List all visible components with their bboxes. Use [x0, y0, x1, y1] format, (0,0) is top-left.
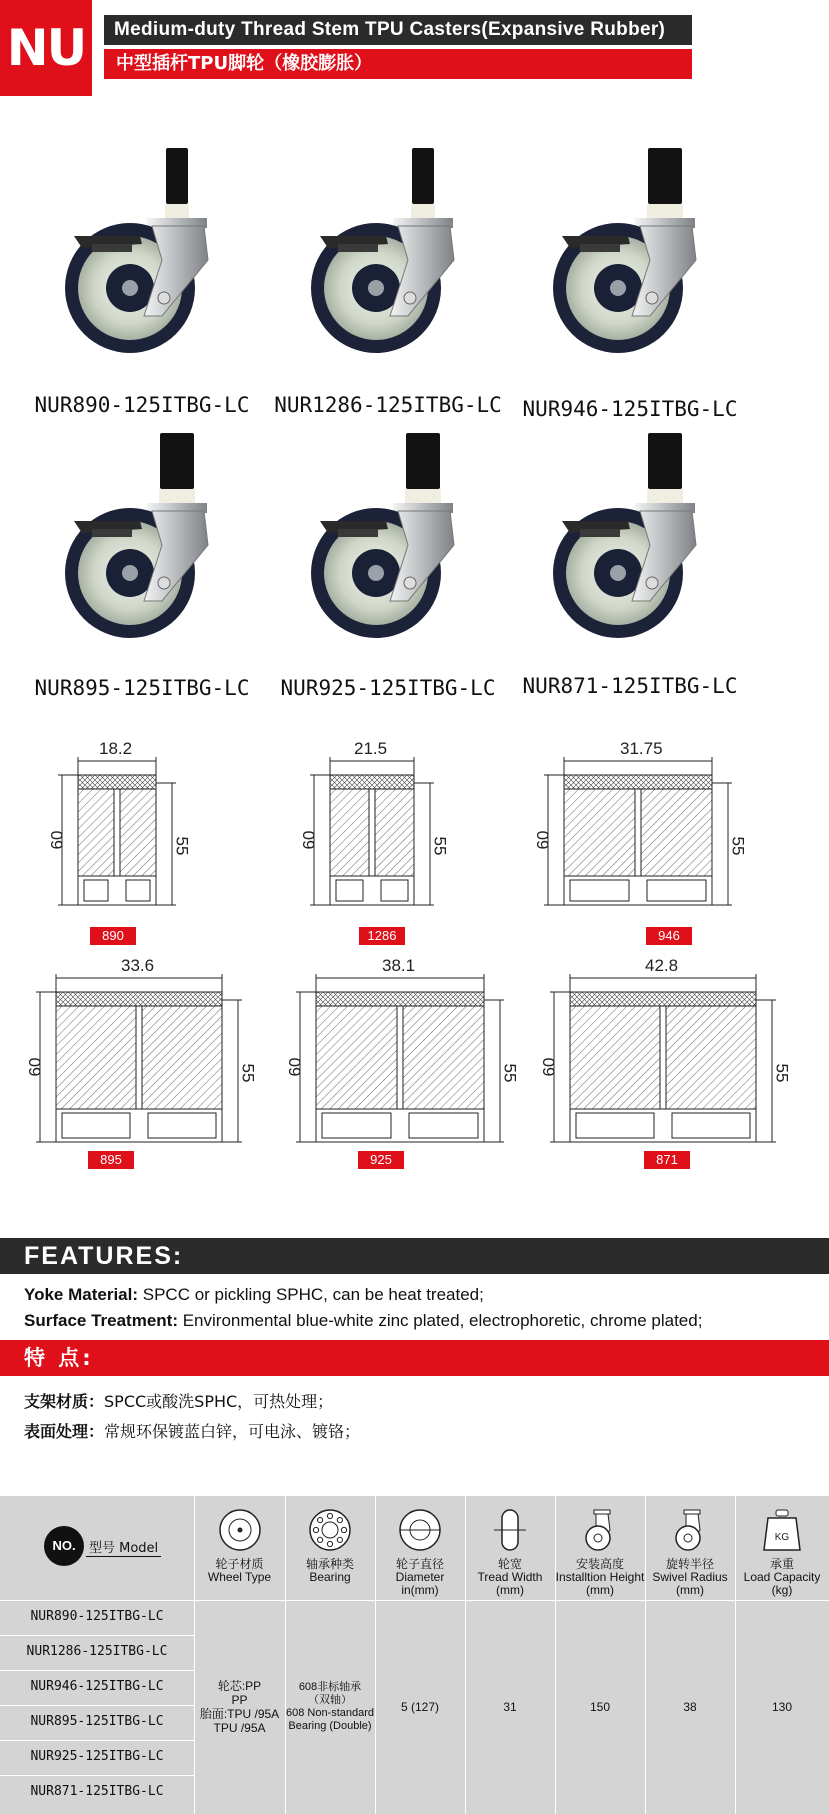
caster-illustration [258, 140, 518, 390]
table-value-cell [465, 1700, 555, 1714]
table-row-model: NUR925-125ITBG-LC [30, 1749, 164, 1764]
stem-collar [159, 489, 195, 503]
stem-sleeve [648, 148, 682, 204]
total-height-label: 60 [539, 1057, 559, 1077]
stem-collar [405, 489, 441, 503]
table-row-model: NUR890-125ITBG-LC [30, 1609, 164, 1624]
table-row-model: NUR895-125ITBG-LC [30, 1714, 164, 1729]
table-column-divider [645, 1496, 646, 1814]
product-model-label: NUR1286-125ITBG-LC [274, 393, 502, 417]
table-row-model: NUR871-125ITBG-LC [30, 1784, 164, 1799]
bearing-icon [308, 1508, 352, 1556]
product-card [500, 425, 760, 715]
stem-collar [647, 489, 683, 503]
yoke-bolt [404, 292, 416, 304]
yoke-bolt [404, 577, 416, 589]
wheel-type-icon [218, 1508, 262, 1556]
stem-sleeve [412, 148, 434, 204]
inner-height-label: 55 [728, 836, 748, 856]
product-model-label: NUR890-125ITBG-LC [34, 393, 250, 417]
table-value-line: 轮芯:PP [217, 1679, 262, 1693]
table-value-line: 130 [771, 1700, 793, 1714]
total-height-label: 60 [299, 830, 319, 850]
table-column-divider [555, 1496, 556, 1814]
axle-bolt [122, 565, 138, 581]
yoke-bolt [646, 292, 658, 304]
dimension-drawing [25, 956, 258, 1167]
stem-sleeve [160, 433, 194, 489]
stem-collar [411, 204, 435, 218]
header-cn: 轮子直径 [395, 1557, 444, 1571]
yoke-material-label: Yoke Material: [24, 1285, 139, 1304]
inner-height-label: 55 [500, 1063, 520, 1083]
inner-height-label: 55 [430, 836, 450, 856]
cn-yoke-text: SPCC或酸洗SPHC，可热处理； [104, 1392, 334, 1411]
dimension-drawing [539, 956, 792, 1167]
stem-collar [165, 204, 189, 218]
table-value-line: （双轴） [308, 1694, 352, 1706]
svg-text:KG: KG [774, 1532, 790, 1543]
surface-treatment-label: Surface Treatment: [24, 1311, 178, 1330]
cn-surface-label: 表面处理： [24, 1422, 105, 1441]
table-value-cell [194, 1679, 285, 1735]
yoke-bolt [646, 577, 658, 589]
model-code-tag: 946 [646, 927, 692, 945]
surface-treatment-line [24, 1311, 702, 1331]
header-en: Wheel Type [207, 1570, 272, 1584]
table-value-line: 608非标轴承 [298, 1681, 362, 1693]
model-code-tag: 890 [90, 927, 136, 945]
total-height-label: 60 [25, 1057, 45, 1077]
product-model-label: NUR871-125ITBG-LC [522, 674, 738, 698]
header-en: Swivel Radius [652, 1570, 728, 1584]
width-dimension-label: 38.1 [382, 956, 416, 975]
width-dimension-label: 21.5 [354, 739, 388, 758]
title-english: Medium-duty Thread Stem TPU Casters(Expansive Rubber) [104, 15, 692, 45]
model-code-tag: 895 [88, 1151, 134, 1169]
table-header-label [194, 1558, 285, 1584]
product-model-label: NUR946-125ITBG-LC [522, 397, 738, 421]
table-header-label [375, 1558, 465, 1597]
header-unit: in(mm) [401, 1583, 439, 1597]
header-en: Installtion Height [555, 1570, 645, 1584]
cn-surface-text: 常规环保镀蓝白锌，可电泳、镀铬； [104, 1422, 361, 1441]
product-model-label: NUR895-125ITBG-LC [34, 676, 250, 700]
header-cn: 承重 [769, 1557, 794, 1571]
table-value-cell [645, 1700, 735, 1714]
header-cn: 轴承种类 [305, 1557, 354, 1571]
surface-treatment-text: Environmental blue-white zinc plated, electrophoretic, chrome plated; [178, 1311, 703, 1330]
table-header-label [285, 1558, 375, 1584]
axle-bolt [610, 280, 626, 296]
total-height-label: 60 [533, 830, 553, 850]
cn-yoke-label: 支架材质： [24, 1392, 105, 1411]
table-header-label [645, 1558, 735, 1597]
table-column-divider [465, 1496, 466, 1814]
table-header-label [465, 1558, 555, 1597]
series-code-badge: NU [0, 0, 92, 96]
table-value-line: 5 (127) [400, 1700, 440, 1714]
table-value-line: 150 [589, 1700, 611, 1714]
table-value-cell [735, 1700, 829, 1714]
brake-arm [580, 244, 620, 252]
table-column-divider [375, 1496, 376, 1814]
dimension-drawing [285, 956, 520, 1167]
table-header-label [555, 1558, 645, 1597]
header-en: Load Capacity [743, 1570, 821, 1584]
header-en: Tread Width [477, 1570, 543, 1584]
table-value-line: 31 [503, 1700, 517, 1714]
axle-bolt [368, 565, 384, 581]
title-chinese: 中型插杆TPU脚轮（橡胶膨胀） [104, 49, 692, 79]
caster-illustration [258, 425, 518, 675]
header-en: Bearing [309, 1570, 351, 1584]
header-unit: (mm) [676, 1583, 704, 1597]
brake-arm [338, 244, 378, 252]
table-value-line: 胎面:TPU /95A [199, 1707, 280, 1721]
table-value-line: PP [231, 1693, 248, 1707]
caster-illustration [500, 140, 760, 390]
features-cn-bar [0, 1340, 829, 1376]
no-badge: NO. [44, 1526, 84, 1566]
stem-sleeve [648, 433, 682, 489]
cn-surface-line [24, 1419, 360, 1442]
model-code-tag: 871 [644, 1151, 690, 1169]
tread-width-icon [488, 1508, 532, 1556]
header-unit: (kg) [771, 1583, 793, 1597]
dimension-drawing [299, 739, 450, 943]
brake-arm [92, 244, 132, 252]
yoke-bolt [158, 577, 170, 589]
diameter-icon [398, 1508, 442, 1556]
features-title: FEATURES: [24, 1242, 184, 1270]
table-value-cell [375, 1700, 465, 1714]
table-row-model: NUR946-125ITBG-LC [30, 1679, 164, 1694]
stem-sleeve [406, 433, 440, 489]
brake-arm [338, 529, 378, 537]
table-value-line: Bearing (Double) [288, 1720, 372, 1732]
dimension-drawing [47, 739, 192, 943]
table-column-divider [194, 1496, 195, 1814]
caster-illustration [12, 140, 272, 390]
width-dimension-label: 33.6 [121, 956, 155, 975]
load-capacity-icon [760, 1508, 804, 1556]
swivel-radius-icon [668, 1508, 712, 1556]
brake-arm [580, 529, 620, 537]
yoke-bolt [158, 292, 170, 304]
caster-illustration [500, 425, 760, 675]
model-code-tag: 1286 [359, 927, 405, 945]
header-unit: (mm) [586, 1583, 614, 1597]
width-dimension-label: 18.2 [99, 739, 133, 758]
product-card [258, 140, 518, 430]
dimension-drawing [533, 739, 748, 943]
axle-bolt [368, 280, 384, 296]
installation-height-icon [578, 1508, 622, 1556]
stem-sleeve [166, 148, 188, 204]
model-header-label: 型号 Model [86, 1537, 161, 1557]
header-cn: 轮子材质 [215, 1557, 264, 1571]
total-height-label: 60 [285, 1057, 305, 1077]
caster-illustration [12, 425, 272, 675]
product-card [12, 425, 272, 715]
yoke-material-line [24, 1285, 484, 1305]
table-column-divider [285, 1496, 286, 1814]
axle-bolt [610, 565, 626, 581]
inner-height-label: 55 [172, 836, 192, 856]
table-value-line: TPU /95A [213, 1721, 266, 1735]
product-model-label: NUR925-125ITBG-LC [280, 676, 496, 700]
product-card [258, 425, 518, 715]
width-dimension-label: 31.75 [620, 739, 663, 758]
table-header-label [735, 1558, 829, 1597]
header-unit: (mm) [496, 1583, 524, 1597]
header-cn: 轮宽 [497, 1557, 522, 1571]
spec-table [0, 1496, 829, 1814]
header-cn: 旋转半径 [665, 1557, 714, 1571]
brake-arm [92, 529, 132, 537]
model-code-tag: 925 [358, 1151, 404, 1169]
table-value-cell [555, 1700, 645, 1714]
product-card [12, 140, 272, 430]
product-card [500, 140, 760, 430]
header-en: Diameter [395, 1570, 445, 1584]
total-height-label: 60 [47, 830, 67, 850]
features-cn-title: 特 点: [24, 1346, 94, 1370]
yoke-material-text: SPCC or pickling SPHC, can be heat treated; [138, 1285, 484, 1304]
table-column-divider [735, 1496, 736, 1814]
cn-yoke-line [24, 1389, 333, 1412]
axle-bolt [122, 280, 138, 296]
inner-height-label: 55 [238, 1063, 258, 1083]
table-row-model: NUR1286-125ITBG-LC [26, 1644, 168, 1659]
table-value-cell [285, 1681, 375, 1733]
stem-collar [647, 204, 683, 218]
table-value-line: 608 Non-standard [285, 1707, 375, 1719]
width-dimension-label: 42.8 [645, 956, 679, 975]
table-value-line: 38 [683, 1700, 697, 1714]
inner-height-label: 55 [772, 1063, 792, 1083]
header-cn: 安装高度 [575, 1557, 624, 1571]
